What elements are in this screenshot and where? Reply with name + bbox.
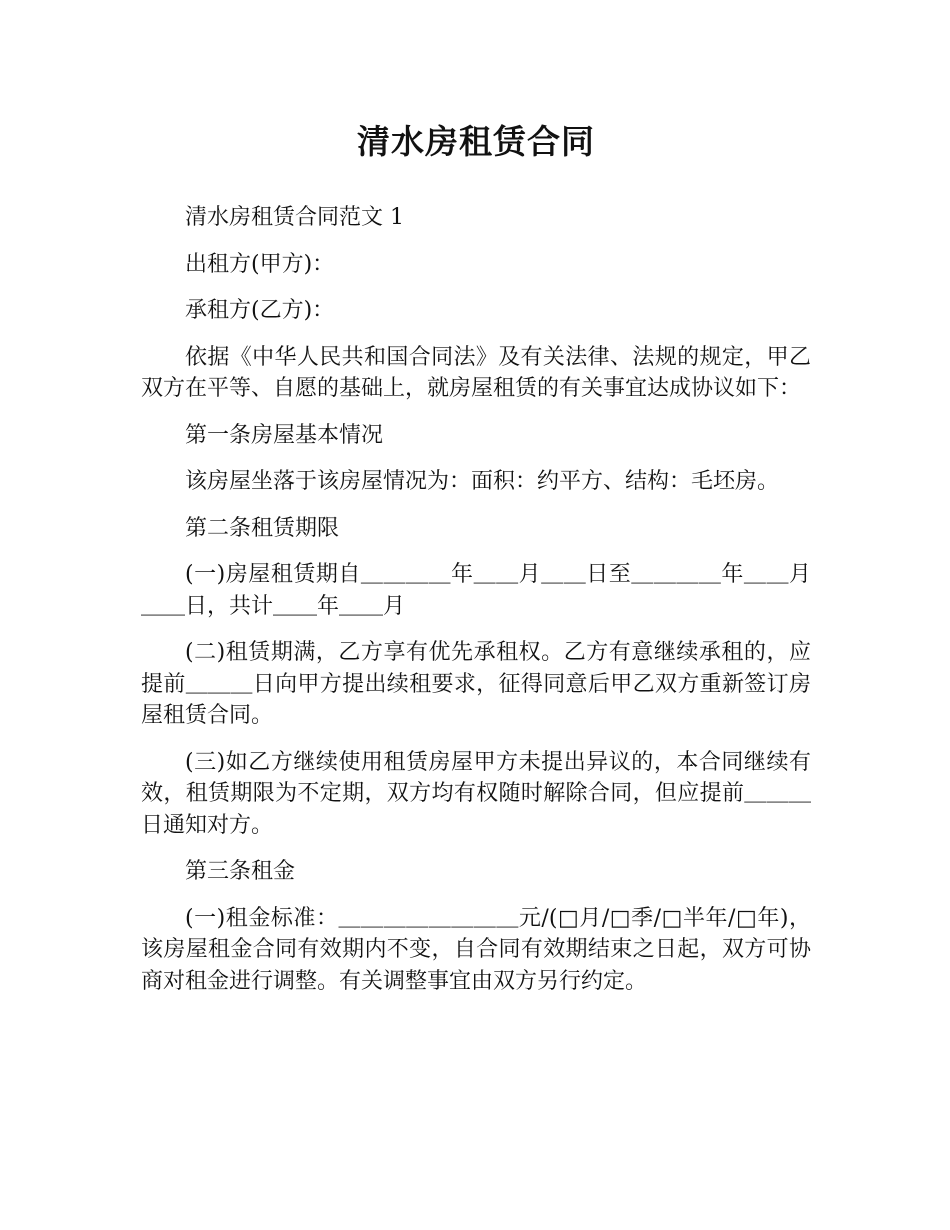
document-body [141, 202, 811, 1012]
paragraph-heading-sample: 清水房租赁合同范文 1 [185, 205, 404, 230]
paragraph-lessee: 承租方(乙方)： [185, 298, 335, 323]
paragraph-rent-1: (一)租金标准：＿＿＿＿＿＿＿＿元/(□月/□季/□半年/□年)，该房屋租金合同有效期内不变，自合同有效期结束之日起，双方可协商对租金进行调整。有关调整事宜由双方另行约定。 [141, 905, 811, 994]
section-heading-1: 第一条房屋基本情况 [185, 422, 384, 448]
section-heading-3: 第三条租金 [185, 859, 296, 884]
paragraph-property-info: 该房屋坐落于该房屋情况为：面积：约平方、结构：毛坯房。 [185, 469, 780, 494]
section-heading-2: 第二条租赁期限 [185, 515, 340, 541]
paragraph-preamble: 依据《中华人民共和国合同法》及有关法律、法规的规定，甲乙双方在平等、自愿的基础上，就房屋租赁的有关事宜达成协议如下： [141, 344, 811, 401]
paragraph-term-2: (二)租赁期满，乙方享有优先承租权。乙方有意继续承租的，应提前＿＿＿日向甲方提出续租要求，征得同意后甲乙双方重新签订房屋租赁合同。 [141, 640, 811, 728]
paragraph-lessor: 出租方(甲方)： [185, 251, 335, 277]
document-title: 清水房租赁合同 [357, 122, 595, 161]
paragraph-term-1: (一)房屋租赁期自＿＿＿＿年＿＿月＿＿日至＿＿＿＿年＿＿月＿＿日，共计＿＿年＿＿月 [141, 562, 811, 619]
paragraph-term-3: (三)如乙方继续使用租赁房屋甲方未提出异议的，本合同继续有效，租赁期限为不定期，双方均有权随时解除合同，但应提前＿＿＿日通知对方。 [141, 749, 811, 838]
